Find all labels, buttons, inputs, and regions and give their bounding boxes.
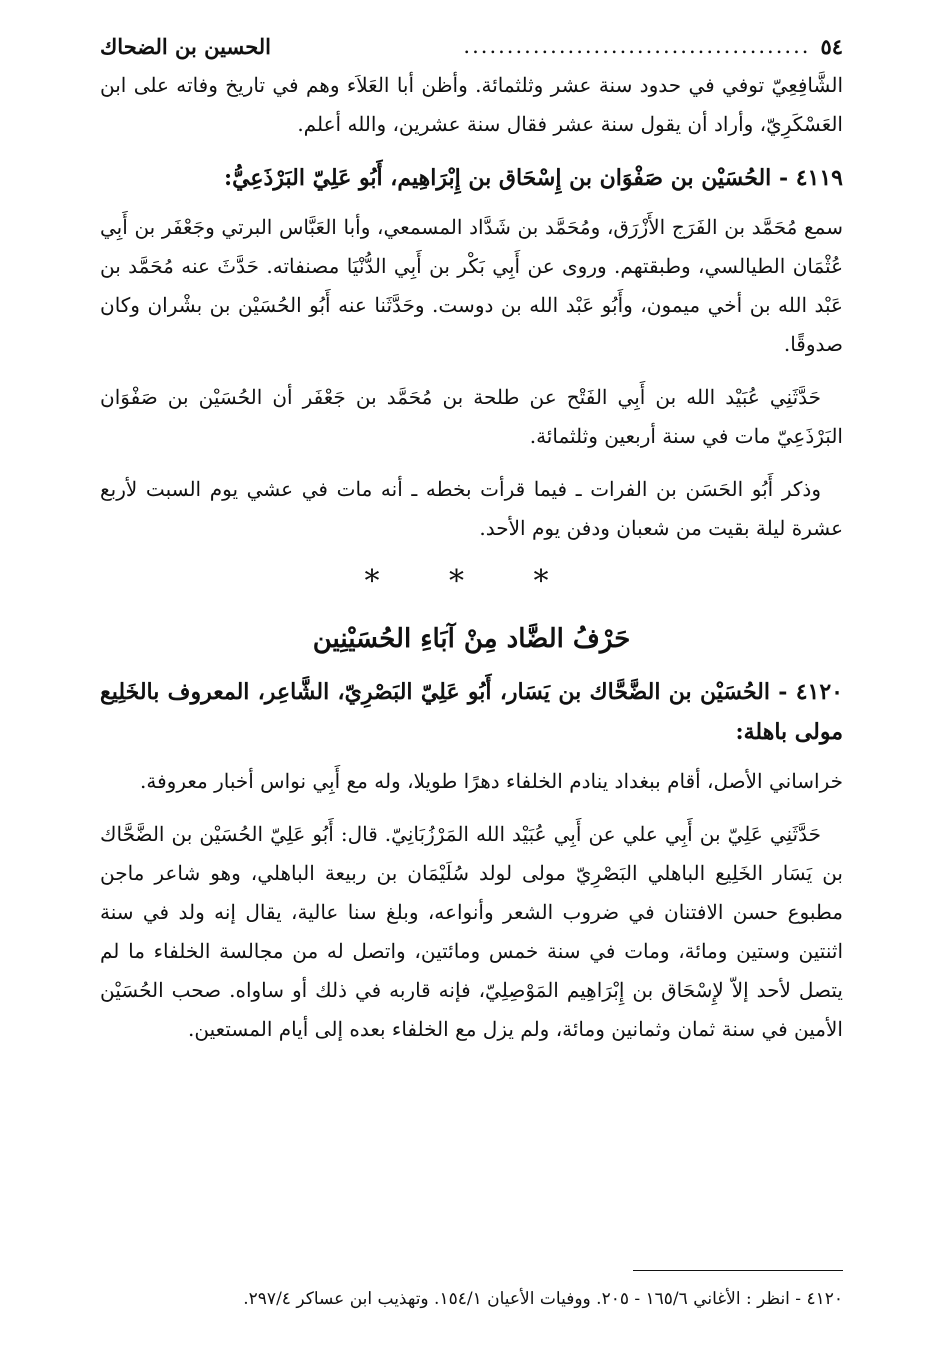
page-body [100,66,843,1063]
footnote-divider [633,1270,843,1271]
page-number: ٥٤ [820,33,843,59]
running-head [100,30,843,62]
entry-heading: ٤١٢٠ - الحُسَيْن بن الضَّحَّاك بن يَسَار، أَبُو عَلِيّ البَصْرِيّ، الشَّاعِر، المعروف بالخَلِيع مولى باهلة: [100,679,843,745]
paragraph: وذكر أَبُو الحَسَن بن الفرات ـ فيما قرأت بخطه ـ أنه مات في عشي يوم السبت لأربع عشرة ليلة بقيت من شعبان ودفن يوم الأحد. [100,477,843,540]
running-title: الحسين بن الضحاك [100,33,272,59]
paragraph: حَدَّثَنِي عَلِيّ بن أَبِي علي عن أَبِي عُبَيْد الله المَرْزُبَانِيّ. قال: أَبُو عَلِيّ الحُسَيْن بن الضَّحَّاك بن يَسَار الخَلِيع الباهلي البَصْرِيّ مولى لولد سُلَيْمَان بن ربيعة الباهلي، وهو شاعر ماجن مطبوع حسن الافتنان في ضروب الشعر وأنواعه، وبلغ سنا عالية، يقال إنه ولد في سنة اثنتين وستين ومائة، ومات في سنة خمس ومائتين، واتصل له من مجالسة الخلفاء ما لم يتصل لأحد إلاّ لإِسْحَاق بن إِبْرَاهِيم المَوْصِلِيّ، فإنه قاربه في ذلك أو ساواه. صحب الحُسَيْن الأمين في سنة ثمان وثمانين ومائة، ولم يزل مع الخلفاء بعده إلى أيام المستعين. [100,822,843,1041]
section-separator: * * * [364,564,579,599]
entry-heading: ٤١١٩ - الحُسَيْن بن صَفْوَان بن إِسْحَاق بن إِبْرَاهِيم، أَبُو عَلِيّ البَرْذَعِيُّ: [223,165,843,191]
leader-dots: ........................................ [463,34,811,58]
paragraph: الشَّافِعِيّ توفي في حدود سنة عشر وثلثمائة. وأظن أبا العَلاَء وهم في تاريخ وفاته على ابن العَسْكَرِيّ، وأراد أن يقول سنة عشر فقال سنة عشرين، والله أعلم. [100,73,844,136]
paragraph: حَدَّثَنِي عُبَيْد الله بن أَبِي الفَتْح عن طلحة بن مُحَمَّد بن جَعْفَر أن الحُسَيْن بن صَفْوَان البَرْذَعِيّ مات في سنة أربعين وثلثمائة. [100,385,843,448]
section-title: حَرْفُ الضَّاد مِنْ آبَاءِ الحُسَيْنِين [312,624,631,654]
paragraph: سمع مُحَمَّد بن الفَرَج الأَزْرَق، ومُحَمَّد بن شَدَّاد المسمعي، وأبا العَبَّاس البرتي وجَعْفَر بن أَبِي عُثْمَان الطيالسي، وطبقتهم. وروى عن أَبِي بَكْر بن أَبِي الدُّنْيَا مصنفاته. حَدَّثَ عنه مُحَمَّد بن عَبْد الله بن أخي ميمون، وأَبُو عَبْد الله بن دوست. وحَدَّثَنا عنه أَبُو الحُسَيْن بن بشْران وكان صدوقًا. [100,215,843,356]
footnote: ٤١٢٠ - انظر : الأغاني ١٦٥/٦ - ٢٠٥. ووفيات الأعيان ١٥٤/١. وتهذيب ابن عساكر ٢٩٧/٤. [243,1289,843,1309]
paragraph: خراساني الأصل، أقام ببغداد ينادم الخلفاء دهرًا طويلا، وله مع أَبِي نواس أخبار معروفة. [140,769,843,793]
